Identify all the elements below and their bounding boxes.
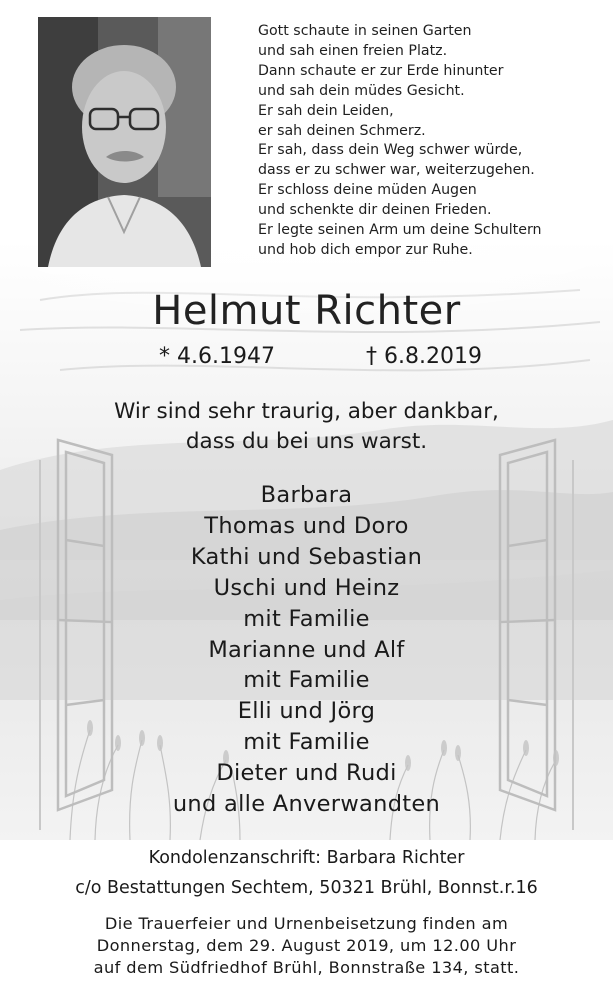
mourner-entry: Dieter und Rudi [216, 760, 397, 787]
mourner-entry: und alle Anverwandten [172, 791, 441, 818]
mourner-entry: Marianne und Alf [208, 636, 405, 663]
poem-line: Er sah dein Leiden, [258, 102, 394, 119]
poem-line: und hob dich empor zur Ruhe. [258, 241, 473, 258]
mourner-entry: Elli und Jörg [237, 698, 376, 725]
mourner-entry: Uschi und Heinz [213, 574, 400, 601]
poem-line: Er sah, dass dein Weg schwer würde, [258, 142, 523, 159]
poem-line: dass er zu schwer war, weiterzugehen. [258, 162, 535, 179]
condolence-line: Kondolenzanschrift: Barbara Richter [148, 848, 465, 868]
mourner-entry: mit Familie [243, 729, 370, 756]
poem-line: Dann schaute er zur Erde hinunter [258, 62, 504, 79]
memorial-quote [0, 397, 613, 457]
mourner-entry: Kathi und Sebastian [190, 543, 423, 570]
condolence-address [0, 843, 613, 903]
mourner-entry: mit Familie [243, 667, 370, 694]
funeral-line: auf dem Südfriedhof Brühl, Bonnstraße 134, statt. [93, 958, 520, 977]
poem-line: Er legte seinen Arm um deine Schultern [258, 222, 542, 239]
poem-line: Er schloss deine müden Augen [258, 182, 477, 199]
poem [258, 22, 598, 261]
poem-line: Gott schaute in seinen Garten [258, 23, 472, 39]
mourner-entry: Barbara [260, 482, 353, 508]
mourner-entry: Thomas und Doro [204, 512, 409, 539]
death-date: † 6.8.2019 [366, 344, 482, 369]
portrait-photo [38, 17, 211, 267]
quote-line: dass du bei uns warst. [185, 429, 428, 454]
condolence-line: c/o Bestattungen Sechtem, 50321 Brühl, Bonnst.r.16 [75, 878, 538, 898]
funeral-line: Die Trauerfeier und Urnenbeisetzung finden am [104, 914, 509, 933]
funeral-info [0, 913, 613, 979]
deceased-name: Helmut Richter [152, 288, 461, 334]
birth-date: * 4.6.1947 [159, 344, 275, 369]
funeral-line: Donnerstag, dem 29. August 2019, um 12.00 Uhr [96, 936, 517, 955]
mourners-list [0, 480, 613, 820]
poem-line: und sah einen freien Platz. [258, 42, 448, 59]
poem-line: er sah deinen Schmerz. [258, 122, 426, 139]
poem-line: und sah dein müdes Gesicht. [258, 82, 465, 99]
mourner-entry: mit Familie [243, 605, 370, 632]
poem-line: und schenkte dir deinen Frieden. [258, 202, 492, 219]
quote-line: Wir sind sehr traurig, aber dankbar, [114, 399, 499, 424]
